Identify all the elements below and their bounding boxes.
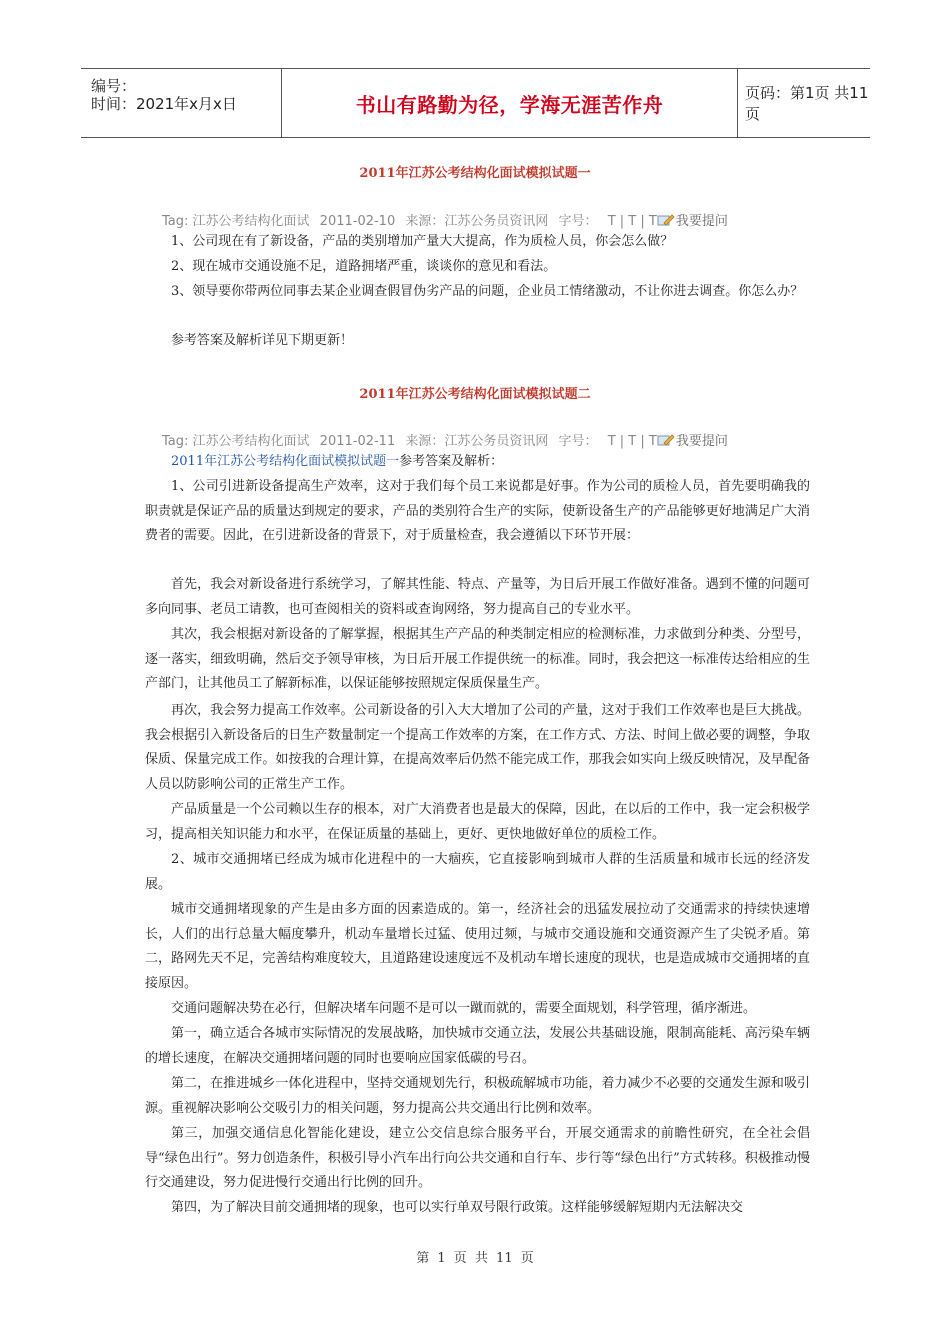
page-header (81, 68, 870, 138)
meta-date: 2011-02-10 (319, 214, 396, 229)
pencil-icon (657, 433, 675, 447)
page-indicator: 页码：第1页 共11页 (745, 84, 869, 123)
meta-source: 来源：江苏公务员资讯网 (405, 214, 549, 229)
meta-font-size-label: 字号： (558, 434, 598, 449)
paragraph: 再次，我会努力提高工作效率。公司新设备的引入大大增加了公司的产量，这对于我们工作效率也是巨大挑战。我会根据引入新设备后的日生产数量制定一个提高工作效率的方案，在工作方式、方法、时间上做必要的调整，争取保质、保量完成工作。如按我的合理计算，在提高效率后仍然不能完成工作，那我会如实向上级反映情况，及早配备人员以防影响公司的正常生产工作。 (145, 703, 810, 792)
paragraph: 2、现在城市交通设施不足，道路拥堵严重，谈谈你的意见和看法。 (171, 259, 557, 274)
meta-tag[interactable]: Tag: 江苏公考结构化面试 (162, 214, 310, 229)
intro-text: 参考答案及解析： (399, 454, 504, 469)
paragraph: 城市交通拥堵现象的产生是由多方面的因素造成的。第一，经济社会的迅猛发展拉动了交通需求的持续快速增长，人们的出行总量大幅度攀升，机动车量增长过猛、使用过频，与城市交通设施和交通资源产生了尖锐矛盾。第二，路网先天不足，完善结构难度较大，且道路建设速度远不及机动车增长速度的现状，也是造成城市交通拥堵的直接原因。 (145, 902, 810, 991)
page-footer: 第 1 页 共 11 页 (416, 1251, 534, 1266)
answer-intro (145, 450, 810, 475)
header-right-cell (736, 69, 870, 137)
pencil-icon (657, 213, 675, 227)
header-slogan: 书山有路勤为径，学海无涯苦作舟 (355, 92, 664, 117)
time-label: 时间：2021年x月x日 (91, 95, 237, 113)
section-title-2: 2011年江苏公考结构化面试模拟试题二 (359, 387, 591, 402)
article-meta-2 (162, 430, 734, 449)
meta-font-size-label: 字号： (558, 214, 598, 229)
article-meta-1 (162, 210, 734, 229)
font-size-links[interactable]: T | T | T (607, 214, 657, 229)
paragraph: 产品质量是一个公司赖以生存的根本，对广大消费者也是最大的保障，因此，在以后的工作中，我一定会积极学习，提高相关知识能力和水平，在保证质量的基础上，更好、更快地做好单位的质检工作。 (145, 802, 810, 842)
paragraph: 第三，加强交通信息化智能化建设，建立公交信息综合服务平台，开展交通需求的前瞻性研究，在全社会倡导“绿色出行”。努力创造条件，积极引导小汽车出行向公共交通和自行车、步行等“绿色出行”方式转移。积极推动慢行交通建设，努力促进慢行交通出行比例的回升。 (145, 1126, 810, 1190)
meta-tag[interactable]: Tag: 江苏公考结构化面试 (162, 434, 310, 449)
ask-question-link[interactable]: 我要提问 (675, 214, 728, 229)
paragraph: 参考答案及解析详见下期更新！ (171, 333, 354, 348)
paragraph: 首先，我会对新设备进行系统学习，了解其性能、特点、产量等，为日后开展工作做好准备。遇到不懂的问题可多向同事、老员工请教，也可查阅相关的资料或查询网络，努力提高自己的专业水平。 (145, 577, 810, 617)
meta-date: 2011-02-11 (319, 434, 396, 449)
meta-source: 来源：江苏公务员资讯网 (405, 434, 549, 449)
paragraph: 2、城市交通拥堵已经成为城市化进程中的一大痼疾，它直接影响到城市人群的生活质量和城市长远的经济发展。 (145, 852, 810, 892)
paragraph: 1、公司现在有了新设备，产品的类别增加产量大大提高，作为质检人员，你会怎么做？ (171, 234, 674, 249)
paragraph: 第一，确立适合各城市实际情况的发展战略，加快城市交通立法，发展公共基础设施，限制高能耗、高污染车辆的增长速度，在解决交通拥堵问题的同时也要响应国家低碳的号召。 (145, 1026, 810, 1066)
ask-question-link[interactable]: 我要提问 (675, 434, 728, 449)
paragraph: 交通问题解决势在必行，但解决堵车问题不是可以一蹴而就的，需要全面规划，科学管理，循序渐进。 (171, 1001, 757, 1016)
paragraph: 3、领导要你带两位同事去某企业调查假冒伪劣产品的问题，企业员工情绪激动，不让你进去调查。你怎么办？ (171, 284, 804, 299)
paragraph: 第四，为了解决目前交通拥堵的现象，也可以实行单双号限行政策。这样能够缓解短期内无法解决交 (171, 1200, 744, 1215)
section-title-1: 2011年江苏公考结构化面试模拟试题一 (359, 166, 591, 181)
paragraph: 1、公司引进新设备提高生产效率，这对于我们每个员工来说都是好事。作为公司的质检人员，首先要明确我的职责就是保证产品的质量达到规定的要求，产品的类别符合生产的实际，使新设备生产的产品能够更好地满足广大消费者的需要。因此，在引进新设备的背景下，对于质量检查，我会遵循以下环节开展： (145, 479, 810, 543)
font-size-links[interactable]: T | T | T (607, 434, 657, 449)
paragraph: 其次，我会根据对新设备的了解掌握，根据其生产产品的种类制定相应的检测标准，力求做到分种类、分型号，逐一落实，细致明确，然后交予领导审核，为日后开展工作提供统一的标准。同时，我会把这一标准传达给相应的生产部门，让其他员工了解新标准，以保证能够按照规定保质保量生产。 (145, 627, 810, 691)
number-label: 编号： (91, 77, 137, 95)
header-center-cell (281, 69, 738, 137)
header-left-cell (81, 69, 281, 137)
paragraph: 第二，在推进城乡一体化进程中，坚持交通规划先行，积极疏解城市功能，着力减少不必要的交通发生源和吸引源。重视解决影响公交吸引力的相关问题，努力提高公共交通出行比例和效率。 (145, 1076, 810, 1116)
prior-article-link[interactable]: 2011年江苏公考结构化面试模拟试题一 (171, 454, 400, 469)
